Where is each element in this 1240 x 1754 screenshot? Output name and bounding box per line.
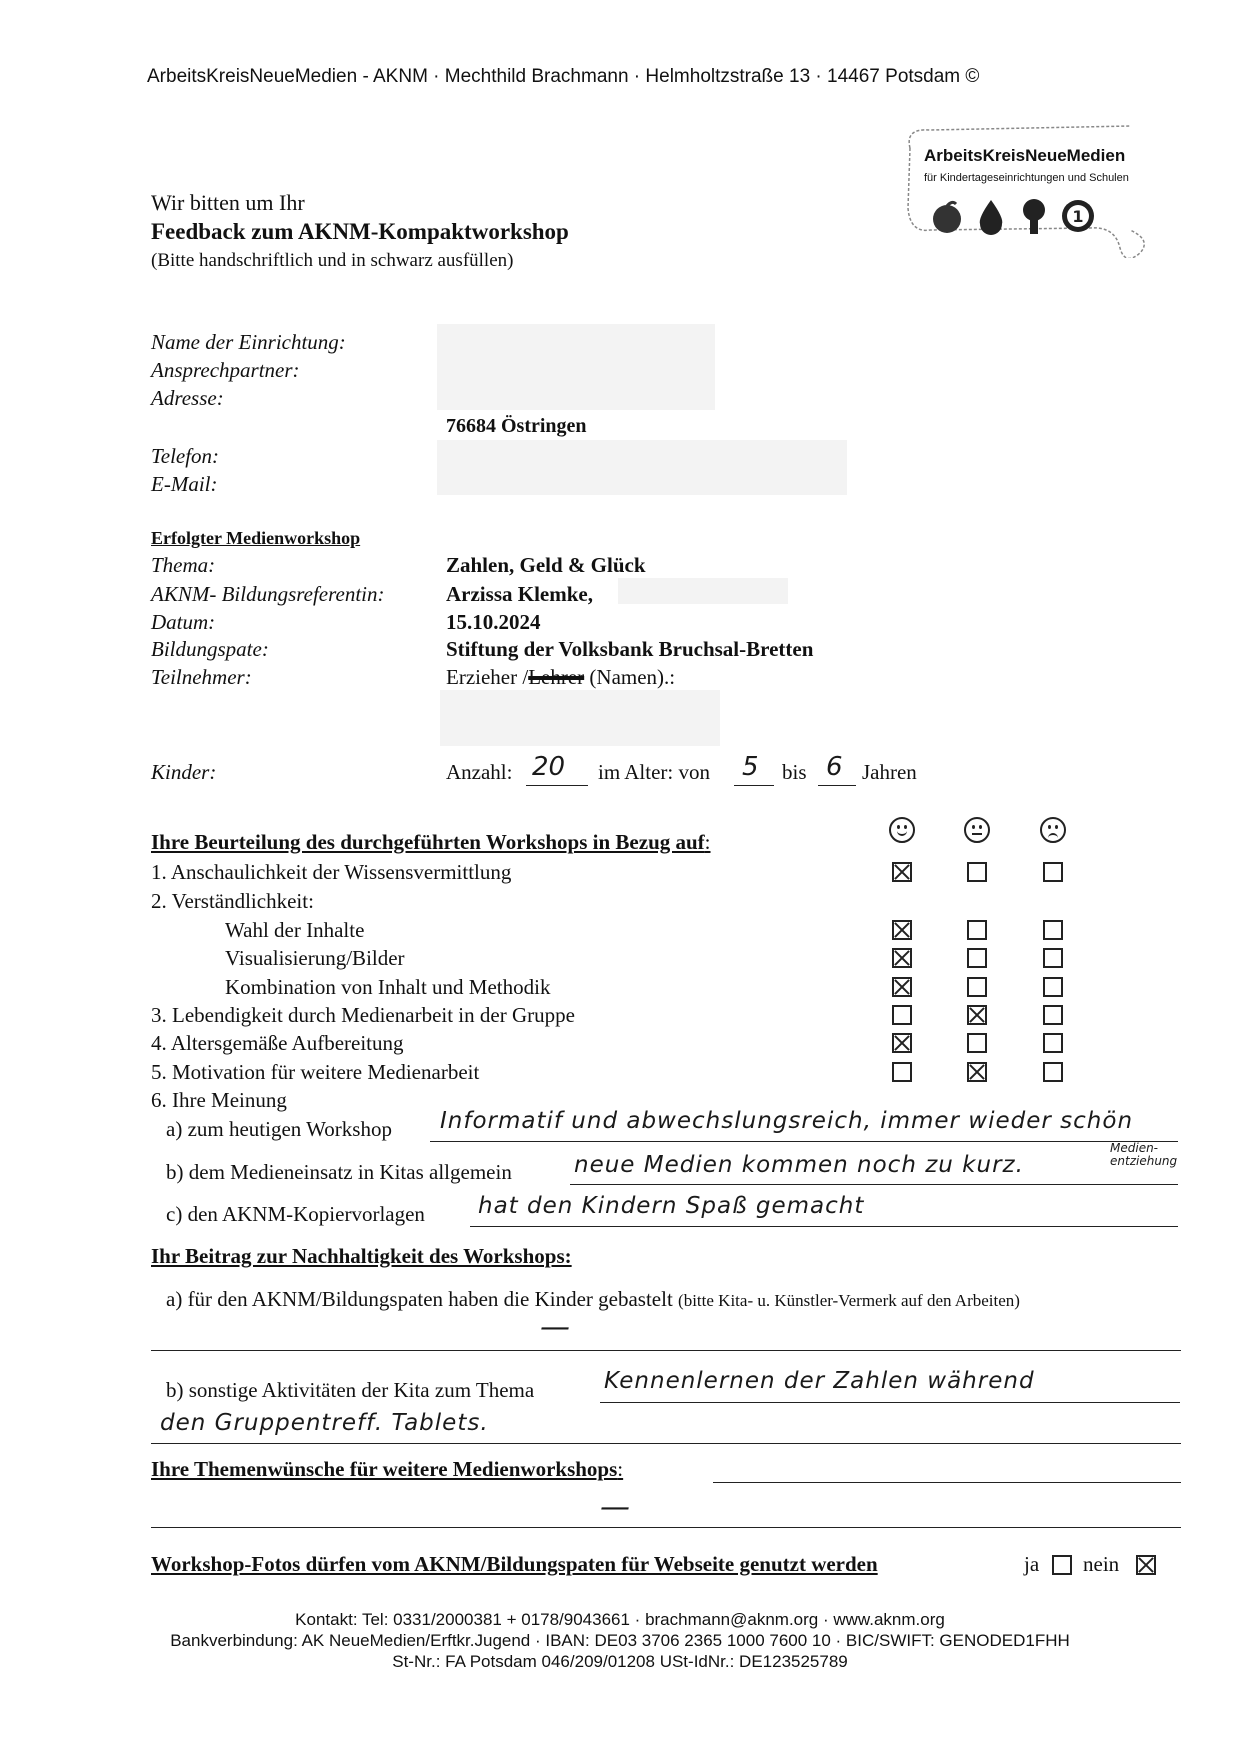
participants-text-a: Erzieher / — [446, 665, 529, 689]
participants-text-b: (Namen).: — [584, 665, 676, 689]
sustainability-b-answer-1[interactable]: Kennenlernen der Zahlen während — [604, 1368, 1035, 1394]
rating-checkbox-8-sad[interactable] — [1043, 1062, 1063, 1082]
rating-checkbox-3-sad[interactable] — [1043, 920, 1063, 940]
opinion-a-answer[interactable]: Informatif und abwechslungsreich, immer wieder schön — [440, 1108, 1134, 1134]
opinion-a-label: a) zum heutigen Workshop — [166, 1117, 392, 1141]
rating-checkbox-1-happy[interactable] — [892, 862, 912, 882]
sponsor-label: Bildungspate: — [151, 637, 269, 661]
rating-heading — [151, 830, 711, 855]
opinion-b-answer[interactable]: neue Medien kommen noch zu kurz. — [574, 1152, 1024, 1178]
children-count[interactable]: 20 — [532, 752, 566, 782]
rating-checkbox-5-neutral[interactable] — [967, 977, 987, 997]
neutral-face-icon — [964, 817, 990, 843]
rating-checkbox-7-happy[interactable] — [892, 1033, 912, 1053]
wishes-heading — [151, 1457, 623, 1482]
opinion-b-label: b) dem Medieneinsatz in Kitas allgemein — [166, 1160, 512, 1184]
wishes-heading-text: Ihre Themenwünsche für weitere Medienworkshops — [151, 1457, 618, 1481]
logo-subtitle: für Kindertageseinrichtungen und Schulen — [924, 172, 1129, 184]
intro-title: Feedback zum AKNM-Kompaktworkshop — [151, 219, 569, 244]
participants-label: Teilnehmer: — [151, 665, 252, 689]
opinion-heading: 6. Ihre Meinung — [151, 1088, 287, 1112]
date-value: 15.10.2024 — [446, 610, 541, 634]
children-age-to[interactable]: 6 — [826, 752, 843, 782]
drop-icon — [976, 198, 1006, 236]
children-age-label: im Alter: von — [598, 760, 710, 784]
rating-item-2c: Kombination von Inhalt und Methodik — [225, 975, 551, 999]
opinion-c-answer[interactable]: hat den Kindern Spaß gemacht — [478, 1193, 865, 1219]
address-label: Adresse: — [151, 386, 224, 410]
sustainability-b-answer-2[interactable]: den Gruppentreff. Tablets. — [160, 1410, 489, 1436]
rating-item-4: 4. Altersgemäße Aufbereitung — [151, 1031, 404, 1055]
rating-item-1: 1. Anschaulichkeit der Wissensvermittlung — [151, 860, 512, 884]
date-label: Datum: — [151, 610, 216, 634]
name-label: Name der Einrichtung: — [151, 330, 346, 354]
opinion-b-answer-extra[interactable]: Medien-entziehung — [1110, 1141, 1178, 1168]
rating-heading-colon: : — [704, 830, 711, 854]
sustainability-a-label — [166, 1287, 1020, 1312]
tree-icon — [1016, 198, 1052, 236]
rating-checkbox-7-neutral[interactable] — [967, 1033, 987, 1053]
redacted-participants — [440, 690, 720, 746]
svg-text:1: 1 — [1072, 207, 1084, 226]
rating-checkbox-8-happy[interactable] — [892, 1062, 912, 1082]
rating-checkbox-6-neutral[interactable] — [967, 1005, 987, 1025]
photos-no-label: nein — [1083, 1552, 1120, 1576]
rating-checkbox-3-neutral[interactable] — [967, 920, 987, 940]
rating-checkbox-3-happy[interactable] — [892, 920, 912, 940]
contact-label: Ansprechpartner: — [151, 358, 300, 382]
rating-item-2b: Visualisierung/Bilder — [225, 946, 405, 970]
topic-label: Thema: — [151, 553, 216, 577]
topic-value: Zahlen, Geld & Glück — [446, 553, 646, 577]
header-org-line: ArbeitsKreisNeueMedien - AKNM · Mechthild Brachmann · Helmholtzstraße 13 · 14467 Potsdam © — [147, 66, 980, 87]
redacted-referent — [618, 578, 788, 604]
rating-checkbox-8-neutral[interactable] — [967, 1062, 987, 1082]
photos-yes-label: ja — [1024, 1552, 1040, 1576]
rating-item-2a: Wahl der Inhalte — [225, 918, 365, 942]
rating-checkbox-7-sad[interactable] — [1043, 1033, 1063, 1053]
address-city: 76684 Östringen — [446, 415, 587, 437]
rating-item-2: 2. Verständlichkeit: — [151, 889, 314, 913]
rating-item-5: 5. Motivation für weitere Medienarbeit — [151, 1060, 480, 1084]
logo-name: ArbeitsKreisNeueMedien — [924, 146, 1126, 165]
phone-label: Telefon: — [151, 444, 220, 468]
workshop-heading: Erfolgter Medienworkshop — [151, 528, 361, 548]
rating-checkbox-1-neutral[interactable] — [967, 862, 987, 882]
happy-face-icon — [889, 817, 915, 843]
logo-frame — [890, 118, 1150, 258]
redacted-institution — [437, 324, 715, 410]
sustainability-heading: Ihr Beitrag zur Nachhaltigkeit des Workshops: — [151, 1244, 572, 1268]
sustainability-a-text: a) für den AKNM/Bildungspaten haben die Kinder gebastelt — [166, 1287, 673, 1311]
sponsor-value: Stiftung der Volksbank Bruchsal-Bretten — [446, 637, 814, 661]
apple-icon — [930, 200, 964, 234]
rating-checkbox-6-sad[interactable] — [1043, 1005, 1063, 1025]
opinion-c-label: c) den AKNM-Kopiervorlagen — [166, 1202, 425, 1226]
participants-value — [446, 665, 675, 690]
referent-value: Arzissa Klemke, — [446, 582, 593, 606]
rating-checkbox-4-happy[interactable] — [892, 948, 912, 968]
rating-item-3: 3. Lebendigkeit durch Medienarbeit in der Gruppe — [151, 1003, 575, 1027]
footer-bank: Bankverbindung: AK NeueMedien/Erftkr.Jugend · IBAN: DE03 3706 2365 1000 7600 10 · BIC/SWIFT: GENODED1FHH — [170, 1631, 1070, 1650]
participants-struck: Lehrer — [528, 665, 585, 689]
rating-checkbox-4-sad[interactable] — [1043, 948, 1063, 968]
rating-heading-text: Ihre Beurteilung des durchgeführten Workshops in Bezug auf — [151, 830, 705, 854]
rating-checkbox-6-happy[interactable] — [892, 1005, 912, 1025]
aknm-logo — [900, 128, 1160, 258]
children-years-label: Jahren — [862, 760, 917, 784]
rating-checkbox-5-happy[interactable] — [892, 977, 912, 997]
footer-tax: St-Nr.: FA Potsdam 046/209/01208 USt-IdNr.: DE123525789 — [392, 1652, 848, 1671]
photos-label: Workshop-Fotos dürfen vom AKNM/Bildungspaten für Webseite genutzt werden — [151, 1552, 878, 1576]
intro-line1: Wir bitten um Ihr — [151, 190, 305, 215]
children-count-label: Anzahl: — [446, 760, 513, 784]
sustainability-a-answer[interactable]: — — [540, 1310, 570, 1345]
photos-no-checkbox[interactable] — [1136, 1555, 1156, 1575]
sad-face-icon — [1040, 817, 1066, 843]
number-one-icon — [1060, 198, 1096, 234]
sustainability-a-note: (bitte Kita- u. Künstler-Vermerk auf den Arbeiten) — [678, 1291, 1020, 1310]
sustainability-b-label: b) sonstige Aktivitäten der Kita zum Thema — [166, 1378, 535, 1402]
rating-checkbox-1-sad[interactable] — [1043, 862, 1063, 882]
wishes-heading-colon: : — [617, 1457, 624, 1481]
children-age-to-label: bis — [782, 760, 807, 784]
rating-checkbox-5-sad[interactable] — [1043, 977, 1063, 997]
intro-instruction: (Bitte handschriftlich und in schwarz ausfüllen) — [151, 250, 514, 271]
email-label: E-Mail: — [151, 472, 218, 496]
redacted-contact — [437, 440, 847, 495]
referent-label: AKNM- Bildungsreferentin: — [151, 582, 385, 606]
children-age-from[interactable]: 5 — [742, 752, 759, 782]
wishes-answer[interactable]: — — [600, 1490, 630, 1525]
rating-checkbox-4-neutral[interactable] — [967, 948, 987, 968]
children-label: Kinder: — [151, 760, 217, 784]
footer-contact: Kontakt: Tel: 0331/2000381 + 0178/9043661 · brachmann@aknm.org · www.aknm.org — [295, 1610, 945, 1629]
photos-yes-checkbox[interactable] — [1052, 1555, 1072, 1575]
